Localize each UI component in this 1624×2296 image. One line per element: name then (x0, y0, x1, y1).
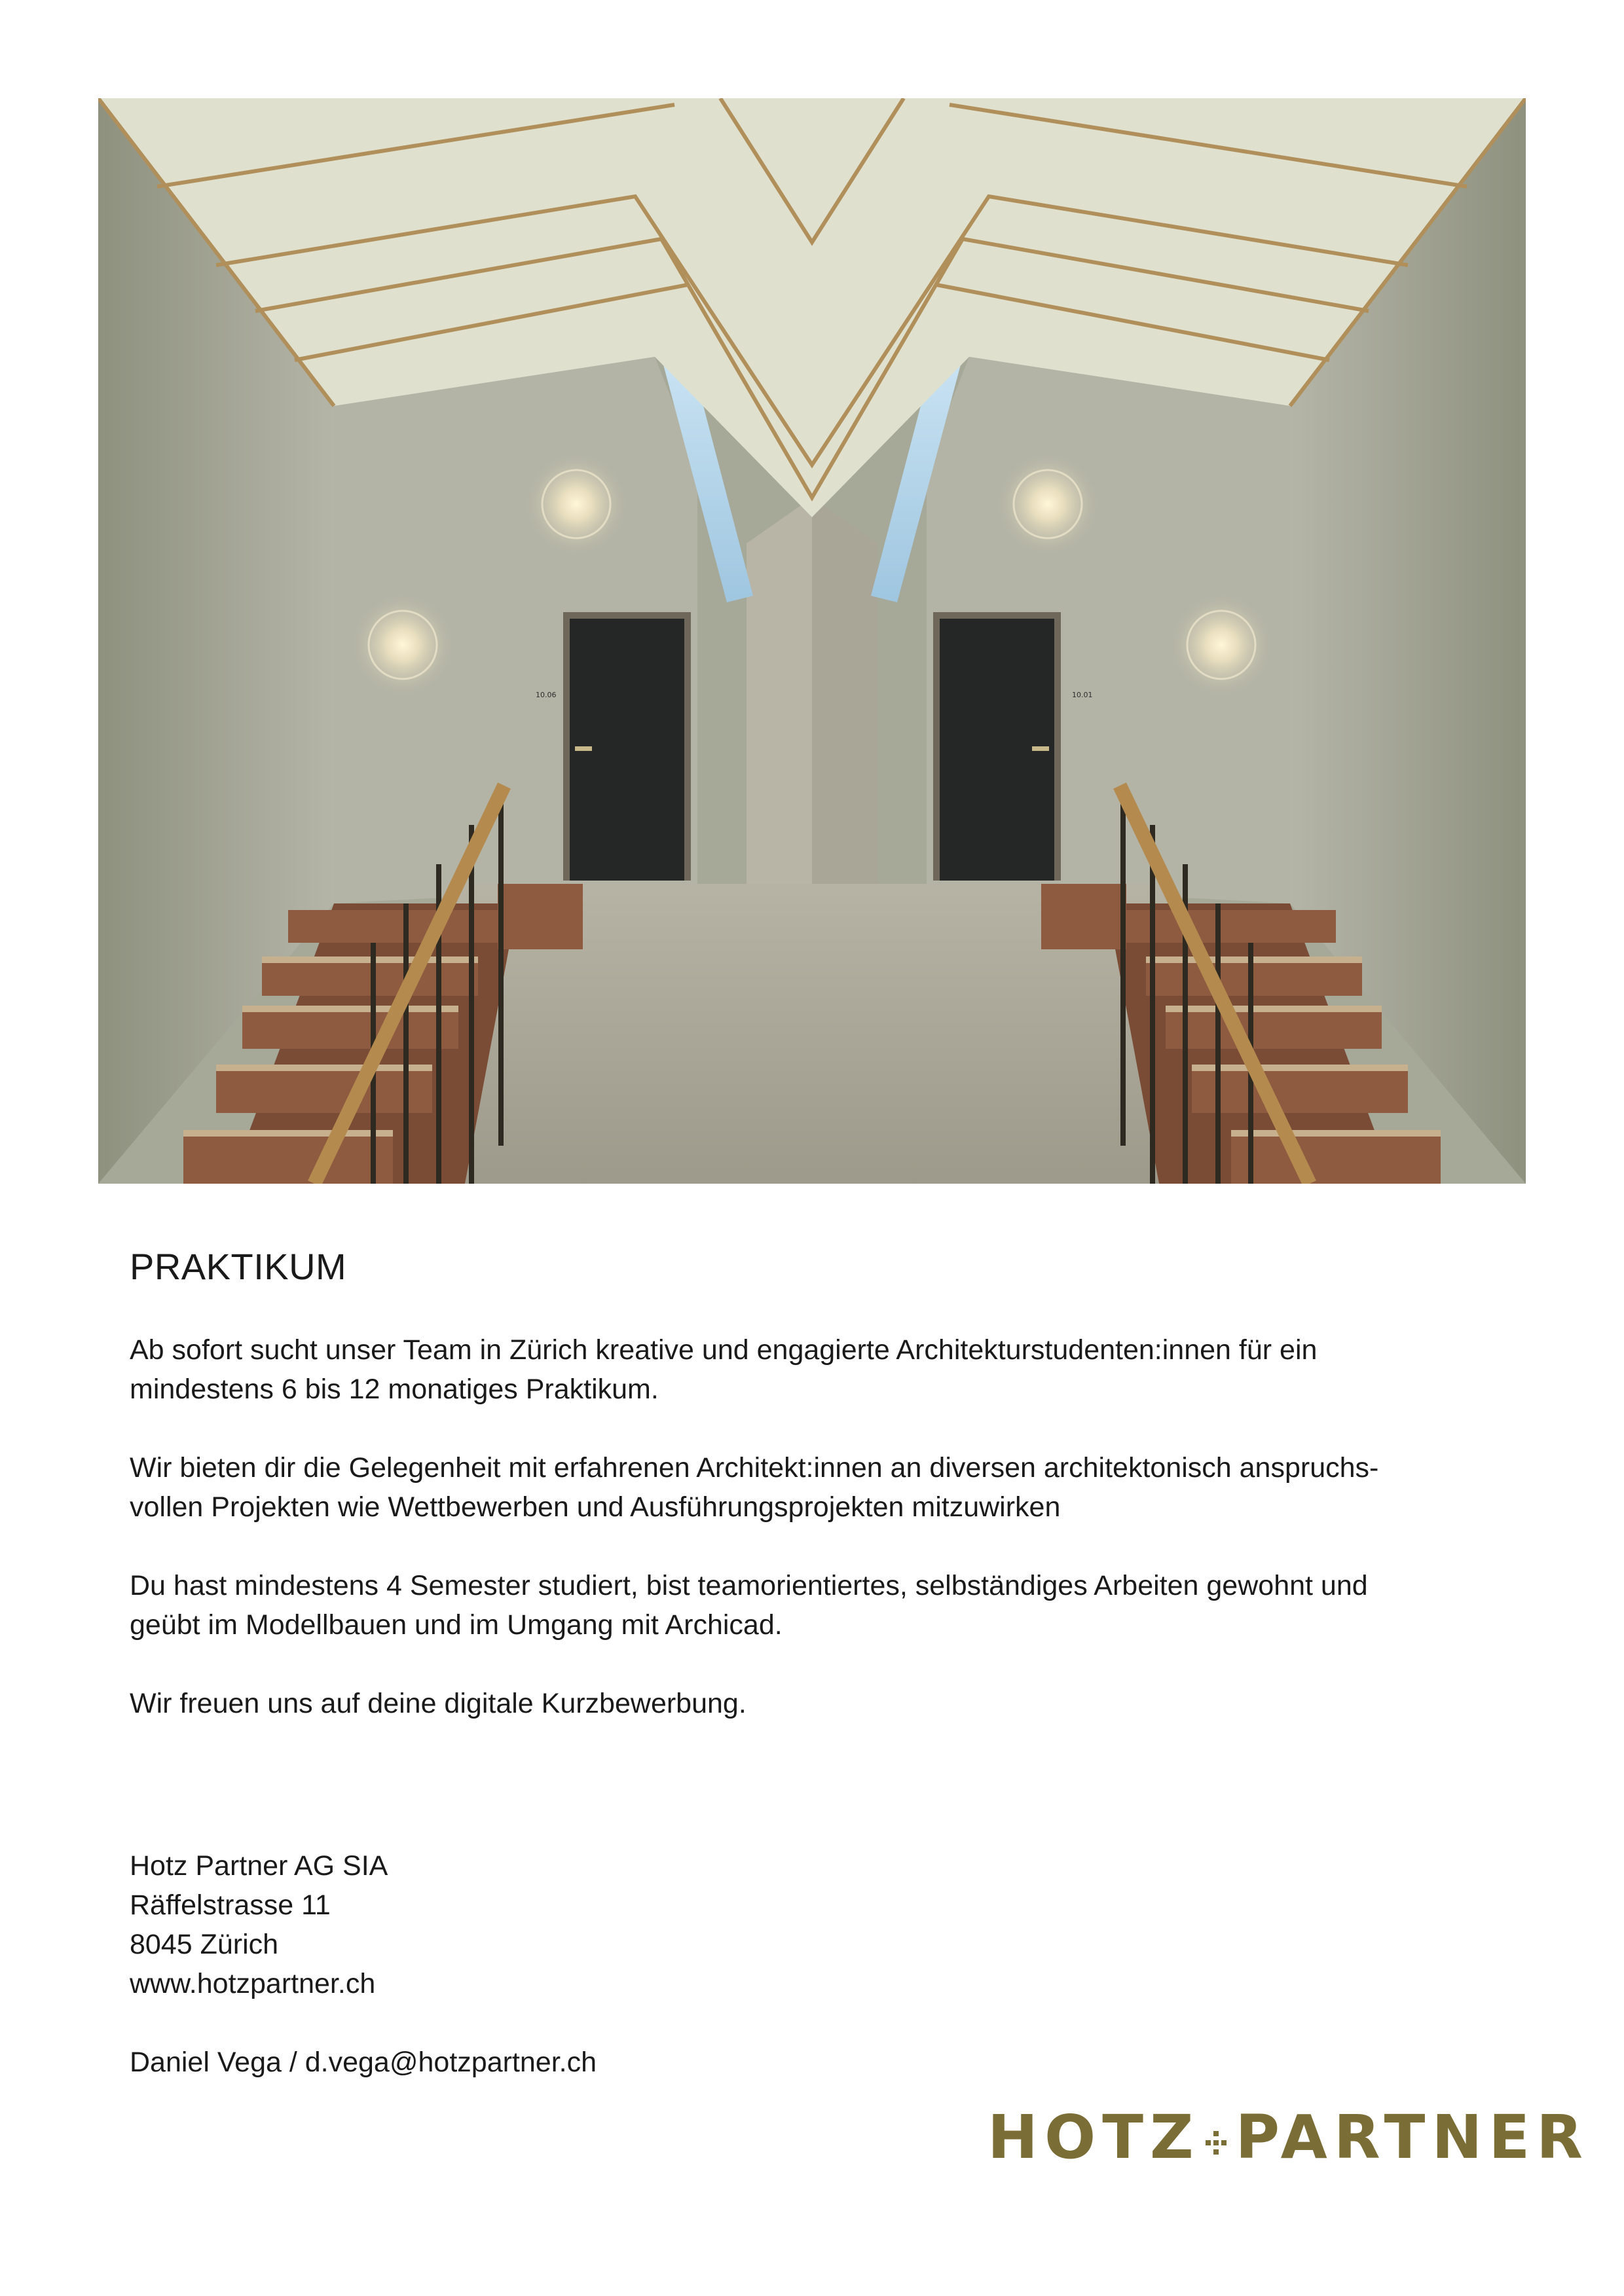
logo-plus-icon (1203, 2111, 1229, 2164)
posting-paragraph-3: Du hast mindestens 4 Semester studiert, bist teamorientiertes, selbständiges Arbeiten gewohnt und geübt im Modellbauen und im Umgang mit Archicad. (130, 1570, 1368, 1641)
company-logo (987, 2102, 1590, 2172)
header-photo (98, 98, 1526, 1184)
door-label-left: 10.06 (536, 691, 557, 699)
logo-text-right: PARTNER (1235, 2102, 1590, 2172)
city: 8045 Zürich (130, 1929, 279, 1960)
website-link[interactable]: www.hotzpartner.ch (130, 1968, 376, 1999)
stairwell-illustration (98, 98, 1526, 1184)
contact-person[interactable]: Daniel Vega / d.vega@hotzpartner.ch (130, 2047, 597, 2078)
logo-text-left: HOTZ (987, 2102, 1200, 2172)
company-name: Hotz Partner AG SIA (130, 1850, 388, 1882)
posting-paragraph-2: Wir bieten dir die Gelegenheit mit erfahrenen Architekt:innen an diversen architektonisch anspruchs- vollen Projekten wie Wettbewerben und Ausführungsprojekten mitzuwirken (130, 1452, 1379, 1523)
job-posting (130, 1244, 1518, 1762)
posting-title: PRAKTIKUM (130, 1246, 347, 1287)
posting-paragraph-1: Ab sofort sucht unser Team in Zürich kreative und engagierte Architekturstudenten:innen für ein mindestens 6 bis 12 monatiges Praktikum. (130, 1334, 1318, 1405)
street: Räffelstrasse 11 (130, 1889, 331, 1921)
posting-paragraph-4: Wir freuen uns auf deine digitale Kurzbewerbung. (130, 1688, 747, 1719)
company-address (130, 1846, 388, 2003)
door-label-right: 10.01 (1072, 691, 1093, 699)
